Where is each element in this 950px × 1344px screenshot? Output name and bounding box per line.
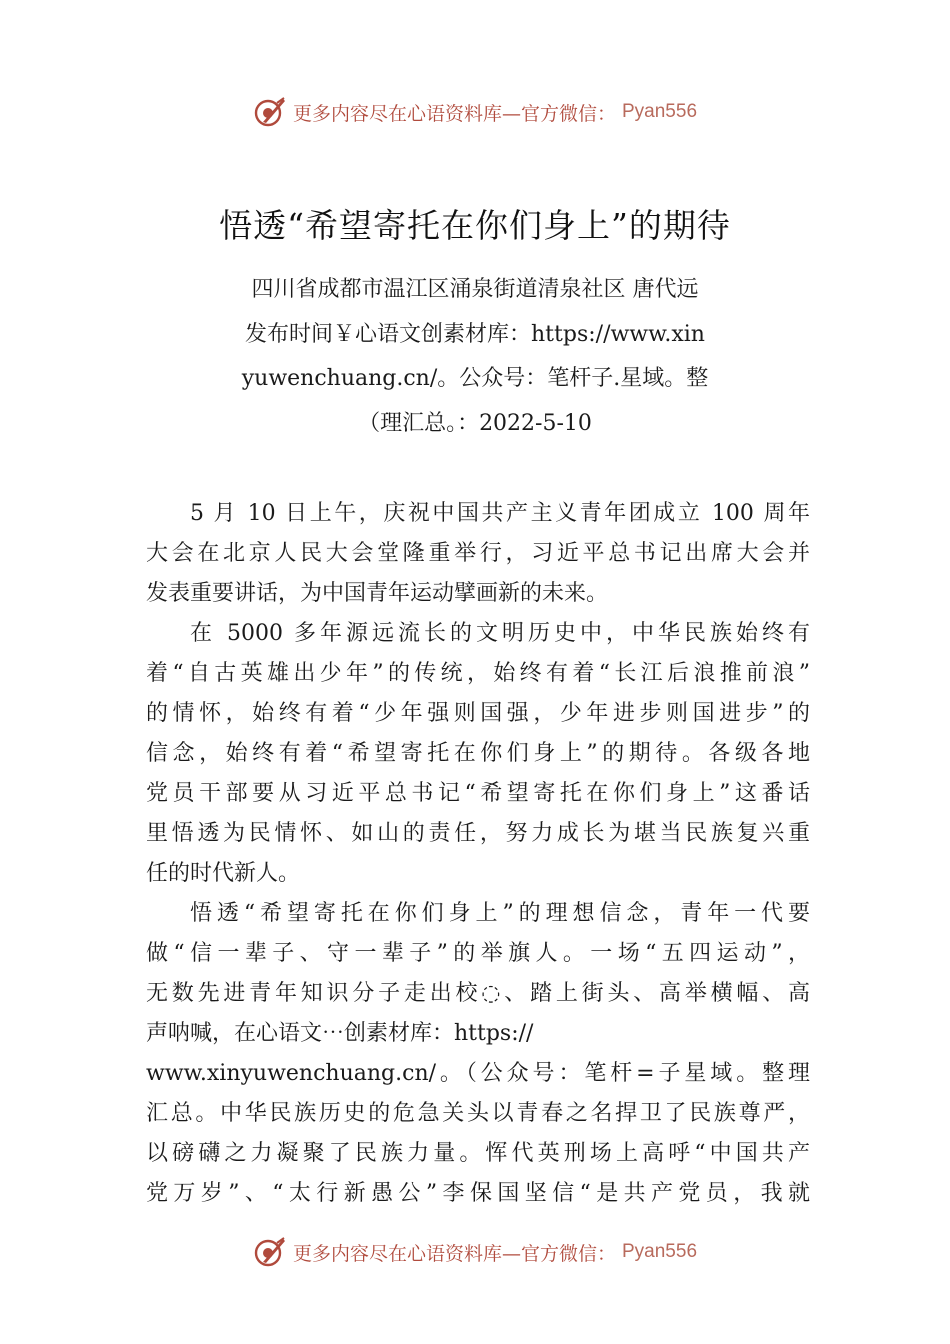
quill-seal-icon	[253, 1235, 287, 1269]
body-line: 大会在北京人民大会堂隆重举行，习近平总书记出席大会并	[146, 541, 810, 566]
body-line: www.xinyuwenchuang.cn/。（公众号：笔杆=子星域。整理	[146, 1061, 810, 1086]
banner-text: 更多内容尽在心语资料库—官方微信：	[292, 1242, 616, 1265]
meta-line: 发布时间￥心语文创素材库：https://www.xin	[245, 321, 705, 347]
banner-text: 更多内容尽在心语资料库—官方微信：	[292, 102, 616, 125]
body-line: 汇总。中华民族历史的危急关头以青春之名捍卫了民族尊严，	[146, 1101, 810, 1126]
meta-line: 四川省成都市温江区涌泉街道清泉社区 唐代远	[251, 277, 699, 302]
header-watermark-banner	[0, 92, 950, 132]
body-line: 党员干部要从习近平总书记“希望寄托在你们身上”这番话	[146, 781, 810, 806]
body-line: 声呐喊，在心语文⋯创素材库：https://	[146, 1021, 534, 1046]
body-line: 悟透“希望寄托在你们身上”的理想信念，青年一代要	[190, 901, 810, 926]
body-line: 着“自古英雄出少年”的传统，始终有着“长江后浪推前浪”	[146, 661, 810, 686]
body-line: 发表重要讲话，为中国青年运动擘画新的未来。	[146, 581, 609, 606]
banner-wechat-id: Pyan556	[622, 101, 698, 122]
body-line: 以磅礴之力凝聚了民族力量。恽代英刑场上高呼“中国共产	[146, 1141, 810, 1166]
footer-watermark-banner	[0, 1232, 950, 1272]
body-line: 的情怀，始终有着“少年强则国强，少年进步则国进步”的	[146, 701, 810, 726]
body-line: 里悟透为民情怀、如山的责任，努力成长为堪当民族复兴重	[146, 821, 810, 846]
article-title: 悟透“希望寄托在你们身上”的期待	[219, 206, 731, 245]
article-body	[146, 494, 810, 1214]
body-line: 5 月 10 日上午，庆祝中国共产主义青年团成立 100 周年	[190, 501, 810, 526]
body-line: 做“信一辈子、守一辈子”的举旗人。一场“五四运动”，	[146, 941, 810, 966]
body-line: 信念，始终有着“希望寄托在你们身上”的期待。各级各地	[146, 741, 810, 766]
meta-line: （理汇总。：2022-5-10	[358, 410, 592, 436]
banner-wechat-id: Pyan556	[622, 1241, 698, 1262]
body-line: 任的时代新人。	[146, 861, 301, 886]
body-line: 无数先进青年知识分子走出校◌、踏上街头、高举横幅、高	[146, 981, 810, 1006]
article-meta	[150, 268, 800, 446]
quill-seal-icon	[253, 95, 287, 129]
body-line: 党万岁”、“太行新愚公”李保国坚信“是共产党员，我就	[146, 1181, 810, 1206]
body-line: 在 5000 多年源远流长的文明历史中，中华民族始终有	[190, 621, 810, 646]
meta-line: yuwenchuang.cn/。公众号：笔杆子.星域。整	[241, 366, 709, 391]
